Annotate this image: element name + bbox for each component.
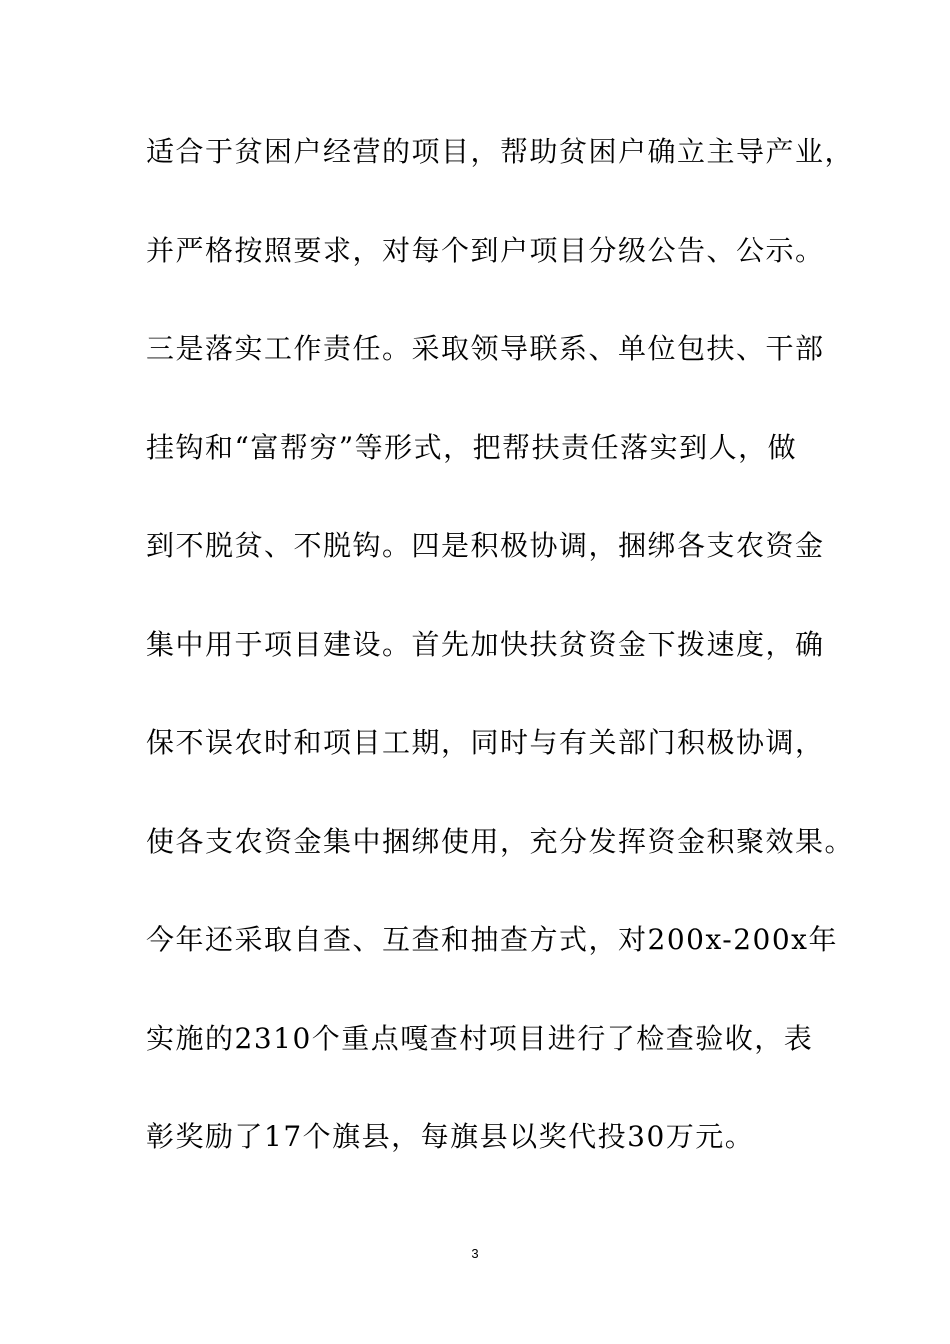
body-text <box>146 126 855 1210</box>
text-line: 挂钩和“富帮穷”等形式，把帮扶责任落实到人，做 <box>146 430 798 464</box>
text-line: 实施的2310个重点嘎查村项目进行了检查验收，表 <box>146 1021 814 1055</box>
text-line: 使各支农资金集中捆绑使用，充分发挥资金积聚效果。 <box>146 824 855 858</box>
text-line: 三是落实工作责任。采取领导联系、单位包扶、干部 <box>146 332 825 365</box>
text-line: 彰奖励了17个旗县，每旗县以奖代投30万元。 <box>146 1120 755 1153</box>
text-line: 保不误农时和项目工期，同时与有关部门积极协调， <box>146 726 825 759</box>
text-line: 今年还采取自查、互查和抽查方式，对200x-200x年 <box>146 923 838 956</box>
text-line: 适合于贫困户经营的项目，帮助贫困户确立主导产业， <box>146 135 855 168</box>
text-line: 集中用于项目建设。首先加快扶贫资金下拨速度，确 <box>146 627 825 661</box>
page-number: 3 <box>471 1246 479 1261</box>
text-line: 并严格按照要求，对每个到户项目分级公告、公示。 <box>146 233 825 267</box>
text-line: 到不脱贫、不脱钩。四是积极协调，捆绑各支农资金 <box>146 529 825 562</box>
